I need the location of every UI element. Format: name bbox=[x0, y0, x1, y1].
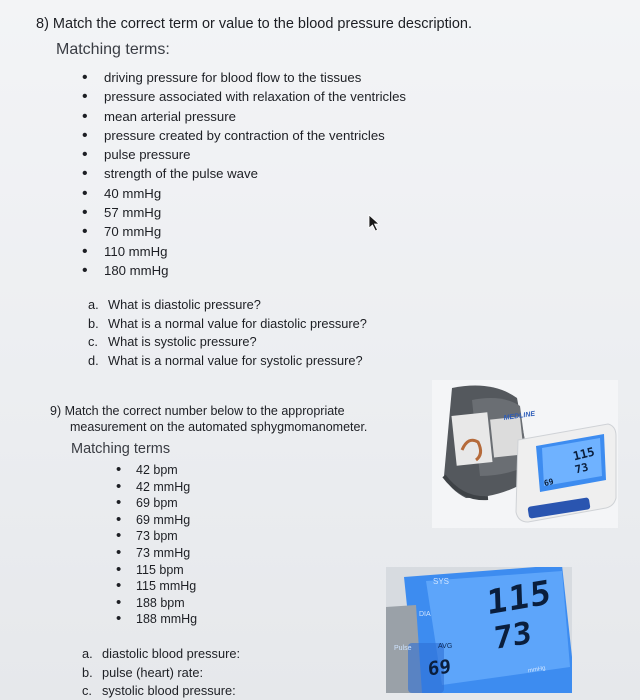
q8-matching-terms-heading: Matching terms: bbox=[56, 41, 170, 58]
list-item: • 115 mmHg bbox=[116, 578, 197, 595]
list-item: • 42 bpm bbox=[116, 462, 197, 479]
list-item: • 180 mmHg bbox=[82, 261, 406, 280]
question-text: What is a normal value for diastolic pressure? bbox=[108, 315, 367, 331]
small-display-diastolic: 73 bbox=[573, 460, 590, 477]
display-dia-label: DIA bbox=[419, 611, 431, 618]
list-item: • 70 mmHg bbox=[82, 222, 406, 241]
question-marker: a. bbox=[82, 646, 93, 661]
display-pulse-label: Pulse bbox=[394, 645, 412, 652]
q8-title: 8) Match the correct term or value to the blood pressure description. bbox=[36, 16, 473, 32]
question-item bbox=[82, 682, 240, 700]
question-item bbox=[82, 645, 240, 664]
list-item: • mean arterial pressure bbox=[82, 107, 406, 126]
q8-terms-list bbox=[82, 68, 406, 280]
small-display-pulse: 69 bbox=[543, 476, 555, 489]
list-item: • 188 mmHg bbox=[116, 611, 197, 628]
list-item: • 110 mmHg bbox=[82, 242, 406, 261]
question-text: What is diastolic pressure? bbox=[108, 297, 261, 312]
question-marker: b. bbox=[82, 664, 93, 680]
question-text: pulse (heart) rate: bbox=[102, 664, 204, 680]
list-item: • 73 bpm bbox=[116, 528, 197, 545]
q9-title-line: measurement on the automated sphygmomanometer. bbox=[70, 420, 368, 434]
list-item: • 73 mmHg bbox=[116, 545, 197, 562]
q9-matching-terms-heading: Matching terms bbox=[71, 441, 171, 457]
question-marker: c. bbox=[88, 334, 98, 349]
question-item bbox=[88, 333, 367, 352]
display-pulse-value: 69 bbox=[427, 655, 452, 681]
list-item: • pressure associated with relaxation of the ventricles bbox=[82, 87, 406, 106]
display-diastolic-value: 73 bbox=[493, 615, 533, 657]
list-item: • 40 mmHg bbox=[82, 184, 406, 203]
q8-questions bbox=[88, 296, 367, 370]
monitor-device bbox=[516, 424, 616, 522]
question-text: What is a normal value for systolic pressure? bbox=[108, 352, 363, 368]
question-text: systolic blood pressure: bbox=[102, 683, 236, 698]
question-text: diastolic blood pressure: bbox=[102, 646, 240, 661]
list-item: • 69 bpm bbox=[116, 495, 197, 512]
small-display-systolic: 115 bbox=[571, 444, 597, 464]
list-item: • 57 mmHg bbox=[82, 203, 406, 222]
q9-questions bbox=[82, 645, 240, 700]
list-item: • 115 bpm bbox=[116, 562, 197, 579]
q9-terms-list bbox=[116, 462, 197, 628]
list-item: • strength of the pulse wave bbox=[82, 164, 406, 183]
question-text: What is systolic pressure? bbox=[108, 334, 257, 349]
list-item: • 69 mmHg bbox=[116, 512, 197, 529]
question-marker: b. bbox=[88, 315, 99, 331]
q9-title bbox=[50, 403, 390, 435]
mouse-pointer-icon bbox=[368, 214, 382, 232]
question-item bbox=[88, 315, 367, 334]
question-item bbox=[82, 664, 240, 683]
question-marker: d. bbox=[88, 352, 99, 368]
list-item: • 188 bpm bbox=[116, 595, 197, 612]
brand-logo: MEDLINE bbox=[503, 410, 536, 422]
question-marker: c. bbox=[82, 683, 92, 698]
display-systolic-value: 115 bbox=[485, 572, 553, 624]
question-marker: a. bbox=[88, 297, 99, 312]
display-avg-label: AVG bbox=[438, 643, 453, 650]
q9-title-line: 9) Match the correct number below to the appropriate bbox=[50, 404, 345, 418]
display-unit-label: mmHg bbox=[527, 665, 547, 675]
question-item bbox=[88, 352, 367, 371]
question-item bbox=[88, 296, 367, 315]
list-item: • 42 mmHg bbox=[116, 479, 197, 496]
list-item: • driving pressure for blood flow to the tissues bbox=[82, 68, 406, 87]
list-item: • pressure created by contraction of the ventricles bbox=[82, 126, 406, 145]
display-sys-label: SYS bbox=[433, 577, 450, 586]
list-item: • pulse pressure bbox=[82, 145, 406, 164]
